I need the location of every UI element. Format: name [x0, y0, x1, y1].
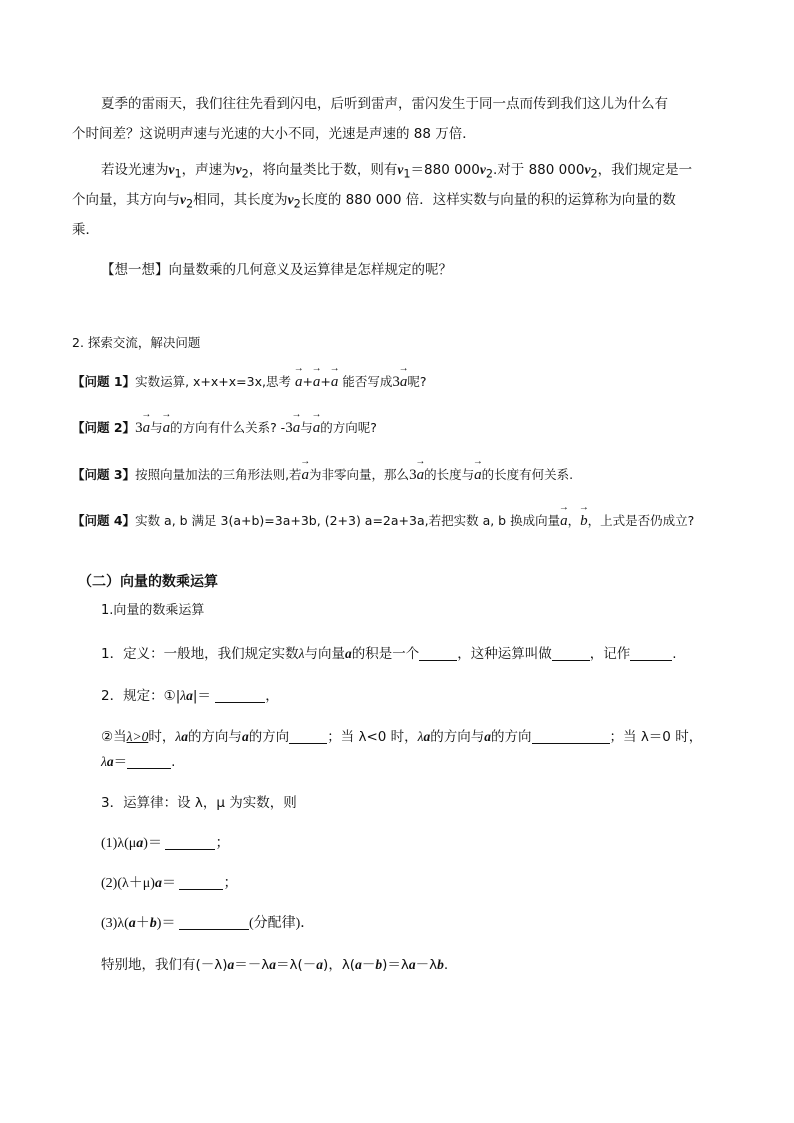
- blank-def-1[interactable]: [419, 646, 457, 661]
- blank-rule-pos[interactable]: [289, 729, 327, 744]
- blank-def-2[interactable]: [552, 646, 590, 661]
- blank-law-1[interactable]: [165, 835, 215, 850]
- special-note: 特别地，我们有(－λ)a＝－λa＝λ(－a)，λ(a－b)＝λa－λb.: [101, 957, 449, 973]
- section-3-title: （二）向量的数乘运算: [78, 574, 218, 590]
- blank-def-3[interactable]: [630, 646, 672, 661]
- subsection-title: 1.向量的数乘运算: [101, 603, 205, 618]
- blank-rule-zero[interactable]: [127, 754, 171, 769]
- blank-law-2[interactable]: [179, 875, 223, 890]
- question-4: 【问题 4】实数 a, b 满足 3(a+b)=3a+3b, (2+3) a=2a+3a,若把实数 a, b 换成向量→ a，→ b，上式是否仍成立?: [72, 507, 694, 531]
- intro-line-2: 个时间差？这说明声速与光速的大小不同，光速是声速的 88 万倍．: [72, 126, 476, 142]
- law-3: (3)λ(a＋b)＝ (分配律)．: [101, 916, 315, 931]
- para2-line-1: 若设光速为$v_1$，声速为$v_2$，将向量类比于数，则有$v_1=880$ $000v_2$.对于 880 $000v_2$，我们规定是一: [101, 162, 693, 181]
- blank-rule-neg[interactable]: [532, 729, 610, 744]
- para2-line-3: 乘．: [72, 222, 99, 238]
- rule-abs: 2．规定：①|λa|＝ ，: [101, 688, 279, 704]
- blank-rule-abs[interactable]: [215, 688, 265, 703]
- section-2-title: 2. 探索交流，解决问题: [72, 335, 201, 350]
- blank-law-3[interactable]: [179, 915, 249, 930]
- think-prompt: 【想一想】向量数乘的几何意义及运算律是怎样规定的呢？: [101, 262, 452, 278]
- law-2: (2)(λ＋μ)a＝ ；: [101, 876, 238, 891]
- definition: 1．定义：一般地，我们规定实数λ与向量a的积是一个 ，这种运算叫做 ，记作 .: [101, 646, 677, 662]
- law-1: (1)λ(μa)＝ ；: [101, 836, 230, 851]
- question-3: 【问题 3】按照向量加法的三角形法则,若→ a为非零向量，那么3→ a的长度与→ a的长度有何关系.: [72, 461, 573, 485]
- laws-title: 3．运算律：设 λ，μ 为实数，则: [101, 795, 297, 811]
- rule-zero: λa＝ .: [101, 754, 176, 770]
- question-1: 【问题 1】实数运算, x+x+x=3x,思考 → a+→ a+→ a 能否写成3→ a呢?: [72, 368, 427, 392]
- intro-line-1: 夏季的雷雨天，我们往往先看到闪电，后听到雷声，雷闪发生于同一点而传到我们这儿为什么有: [101, 96, 668, 112]
- para2-line-2: 个向量，其方向与$v_2$相同，其长度为$v_2$长度的 880 000 倍．这样实数与向量的积的运算称为向量的数: [72, 192, 676, 211]
- question-2: 【问题 2】3→ a与→ a的方向有什么关系? -3→ a与→ a的方向呢?: [72, 414, 377, 438]
- rule-direction: ②当λ>0时，λa的方向与a的方向 ；当 λ<0 时，λa的方向与a的方向 ；当 λ＝0 时，: [101, 729, 703, 745]
